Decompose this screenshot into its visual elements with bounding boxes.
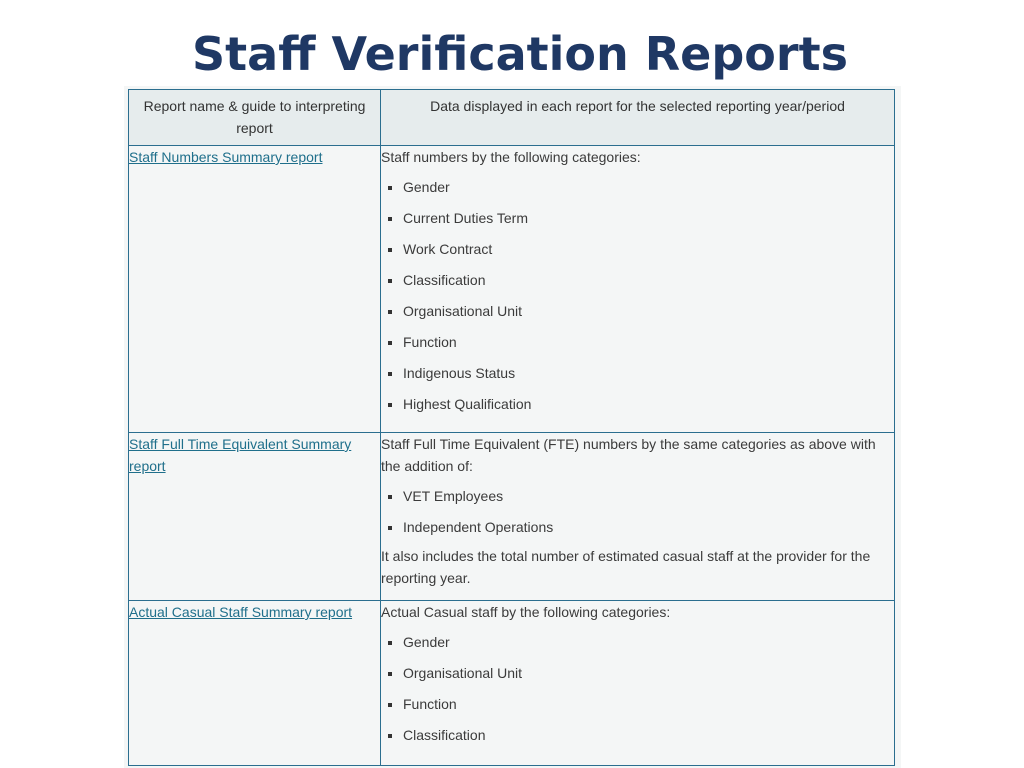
- report-name-cell: [129, 146, 381, 433]
- staff-numbers-summary-link[interactable]: Staff Numbers Summary report: [129, 149, 323, 165]
- category-list: [381, 627, 894, 751]
- report-name-cell: [129, 601, 381, 766]
- list-item: Work Contract: [381, 234, 894, 265]
- category-list: [381, 481, 894, 543]
- list-item: Highest Qualification: [381, 389, 894, 420]
- slide-title: Staff Verification Reports: [192, 27, 848, 81]
- list-item: Function: [381, 327, 894, 358]
- list-item: Independent Operations: [381, 512, 894, 543]
- table-row: [129, 146, 895, 433]
- staff-fte-summary-link[interactable]: Staff Full Time Equivalent Summary report: [129, 436, 352, 474]
- report-data-cell: [381, 601, 895, 766]
- column-header-data-displayed: Data displayed in each report for the selected reporting year/period: [381, 90, 895, 146]
- report-intro-text: Staff numbers by the following categories:: [381, 149, 641, 165]
- report-data-cell: [381, 433, 895, 601]
- report-outro-text: It also includes the total number of estimated casual staff at the provider for the reporting year.: [381, 548, 871, 586]
- table-frame: [124, 86, 901, 768]
- list-item: Organisational Unit: [381, 296, 894, 327]
- list-item: Gender: [381, 172, 894, 203]
- list-item: Function: [381, 689, 894, 720]
- list-item: Classification: [381, 265, 894, 296]
- report-data-cell: [381, 146, 895, 433]
- list-item: Classification: [381, 720, 894, 751]
- list-item: VET Employees: [381, 481, 894, 512]
- list-item: Current Duties Term: [381, 203, 894, 234]
- report-name-cell: [129, 433, 381, 601]
- report-intro-text: Staff Full Time Equivalent (FTE) numbers by the same categories as above with the addition of:: [381, 436, 876, 474]
- column-header-report-name: Report name & guide to interpreting report: [129, 90, 381, 146]
- table-row: [129, 601, 895, 766]
- actual-casual-staff-summary-link[interactable]: Actual Casual Staff Summary report: [129, 604, 353, 620]
- table-header-row: [129, 90, 895, 146]
- report-intro-text: Actual Casual staff by the following categories:: [381, 604, 671, 620]
- report-table: [128, 89, 895, 766]
- list-item: Indigenous Status: [381, 358, 894, 389]
- table-row: [129, 433, 895, 601]
- list-item: Gender: [381, 627, 894, 658]
- list-item: Organisational Unit: [381, 658, 894, 689]
- category-list: [381, 172, 894, 420]
